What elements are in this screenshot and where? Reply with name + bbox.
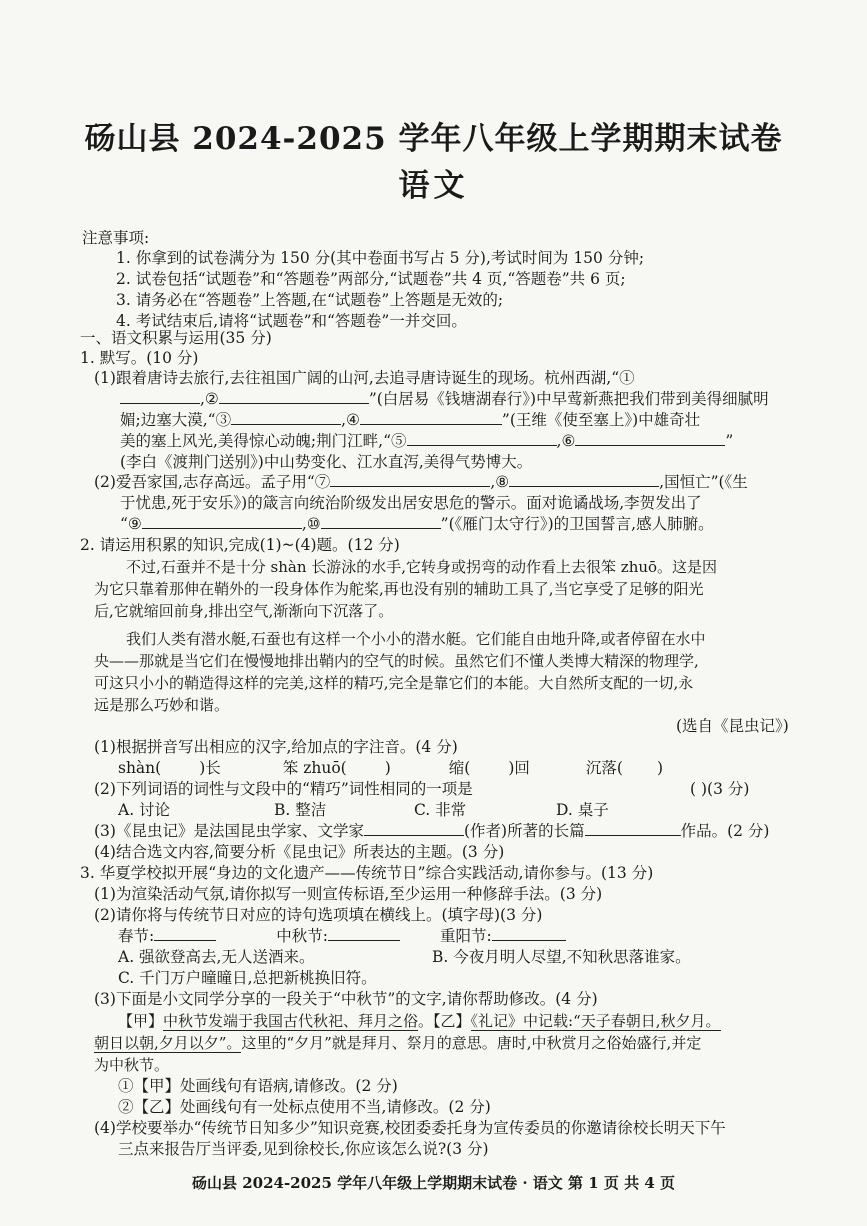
q3-sub: (3)下面是小文同学分享的一段关于“中秋节”的文字,请你帮助修改。(4 分) [94,990,598,1008]
answer-blank-7[interactable] [330,472,490,487]
passage-line: 为它只靠着那伸在鞘外的一段身体作为舵桨,再也没有别的辅助工具了,当它享受了足够的阳光 [94,580,704,598]
answer-blank-10[interactable] [321,514,441,529]
option-c[interactable]: C. 非常 [414,801,467,819]
q3-sub: (4)学校要举办“传统节日知多少”知识竞赛,校团委委托身为宣传委员的你邀请徐校长明天下午 [94,1119,726,1137]
answer-blank-1[interactable] [120,389,200,404]
answer-blank-4[interactable] [360,410,502,425]
passage-line: 我们人类有潜水艇,石蚕也有这样一个小小的潜水艇。它们能自由地升降,或者停留在水中 [126,630,706,648]
answer-blank-9[interactable] [142,514,302,529]
option-b[interactable]: B. 整洁 [274,801,327,819]
q2-sub: (4)结合选文内容,简要分析《昆虫记》所表达的主题。(3 分) [94,843,505,861]
q3-passage-line: 为中秋节。 [94,1056,170,1074]
notice-item: 2. 试卷包括“试题卷”和“答题卷”两部分,“试题卷”共 4 页,“答题卷”共 6 页; [116,270,626,288]
passage-line: 央——那就是当它们在慢慢地排出鞘内的空气的时候。虽然它们不懂人类博大精深的物理学, [94,652,699,670]
passage-line: 不过,石蚕并不是十分 shàn 长游泳的水手,它转身或拐弯的动作看上去很笨 zhuō。这是因 [126,558,718,576]
section-heading: 一、语文积累与运用(35 分) [80,329,272,347]
q3-sub: 三点来报告厅当评委,见到徐校长,你应该怎么说?(3 分) [118,1140,489,1158]
option-a[interactable]: A. 讨论 [118,801,171,819]
notice-item: 3. 请务必在“答题卷”上答题,在“试题卷”上答题是无效的; [116,291,504,309]
passage-line: 可这只小小的鞘造得这样的完美,这样的精巧,完全是靠它们的本能。大自然所支配的一切,永 [94,674,694,692]
q1-line: 美的塞上风光,美得惊心动魄;荆门江畔,“⑤ ,⑥ ” [120,432,734,450]
exam-subject: 语文 [398,168,469,204]
q3-sub: ①【甲】处画线句有语病,请修改。(2 分) [118,1077,398,1095]
q3-option-b: B. 今夜月明人尽望,不知秋思落谁家。 [432,948,691,966]
q3-passage-line: 【甲】中秋节发端于我国古代秋祀、拜月之俗。【乙】《礼记》中记载:“天子春朝日,秋夕月。 [118,1012,721,1030]
q2-stem: 2. 请运用积累的知识,完成(1)~(4)题。(12 分) [80,536,400,554]
option-d[interactable]: D. 桌子 [556,801,609,819]
q1-line: (李白《渡荆门送别》)中山势变化、江水直泻,美得气势博大。 [120,453,533,471]
q2-sub: (3)《昆虫记》是法国昆虫学家、文学家 (作者)所著的长篇 作品。(2 分) [94,822,770,840]
q1-line: (1)跟着唐诗去旅行,去往祖国广阔的山河,去追寻唐诗诞生的现场。杭州西湖,“① [94,369,635,387]
answer-blank-8[interactable] [509,472,659,487]
double-ninth-blank[interactable] [492,926,566,941]
notice-item: 4. 考试结束后,请将“试题卷”和“答题卷”一并交回。 [116,312,467,330]
q2-options [118,800,609,820]
q1-line: 于忧患,死于安乐》)的箴言向统治阶级发出居安思危的警示。面对诡谲战场,李贺发出了 [120,494,702,512]
q2-answer-paren[interactable]: ( )(3 分) [690,780,750,798]
q3-sub: ②【乙】处画线句有一处标点使用不当,请修改。(2 分) [118,1098,491,1116]
q1-line: (2)爱吾家国,志存高远。孟子用“⑦ ,⑧ ,国恒亡”(《生 [94,473,748,491]
page-footer: 砀山县 2024-2025 学年八年级上学期期末试卷 · 语文 第 1 页 共 4 页 [191,1174,676,1192]
notice-heading: 注意事项: [82,229,150,247]
q2-sub: (2)下列词语的词性与文段中的“精巧”词性相同的一项是 [94,780,473,798]
passage-line: 远是那么巧妙和谐。 [94,696,230,714]
q1-line: “⑨ ,⑩ ”(《雁门太守行》)的卫国誓言,感人肺腑。 [120,515,714,533]
q3-festival-row: 春节: 中秋节: 重阳节: [118,926,566,946]
answer-blank-5[interactable] [407,431,557,446]
q3-stem: 3. 华夏学校拟开展“身边的文化遗产——传统节日”综合实践活动,请你参与。(13 分) [80,864,654,882]
answer-blank-2[interactable] [219,389,369,404]
answer-blank-3[interactable] [231,410,341,425]
passage-source: (选自《昆虫记》) [676,717,789,735]
q3-option-c: C. 千门万户曈曈日,总把新桃换旧符。 [118,969,377,987]
author-blank[interactable] [364,821,464,836]
spring-festival-blank[interactable] [154,926,216,941]
passage-line: 后,它就缩回前身,排出空气,渐渐向下沉落了。 [94,602,394,620]
answer-blank-6[interactable] [575,431,725,446]
q3-sub: (2)请你将与传统节日对应的诗句选项填在横线上。(填字母)(3 分) [94,906,543,924]
q1-line: 媚;边塞大漠,“③ ,④ ”(王维《使至塞上》)中雄奇壮 [120,411,701,429]
notice-item: 1. 你拿到的试卷满分为 150 分(其中卷面书写占 5 分),考试时间为 150 分钟; [116,249,645,267]
q2-sub: (1)根据拼音写出相应的汉字,给加点的字注音。(4 分) [94,738,458,756]
q1-stem: 1. 默写。(10 分) [80,349,199,367]
genre-blank[interactable] [585,821,681,836]
q2-pinyin-row: shàn( )长 笨 zhuō( ) 缩( )回 沉落( ) [118,759,664,777]
exam-title: 砀山县 2024-2025 学年八年级上学期期末试卷 [84,121,783,157]
q1-line: ,② ”(白居易《钱塘湖春行》)中早莺新燕把我们带到美得细腻明 [120,389,769,409]
q3-passage-line: 朝日以朝,夕月以夕”。这里的“夕月”就是拜月、祭月的意思。唐时,中秋赏月之俗始盛行,并定 [94,1034,702,1052]
q3-sub: (1)为渲染活动气氛,请你拟写一则宣传标语,至少运用一种修辞手法。(3 分) [94,885,603,903]
q3-option-a: A. 强欲登高去,无人送酒来。 [118,948,315,966]
mid-autumn-blank[interactable] [328,926,400,941]
